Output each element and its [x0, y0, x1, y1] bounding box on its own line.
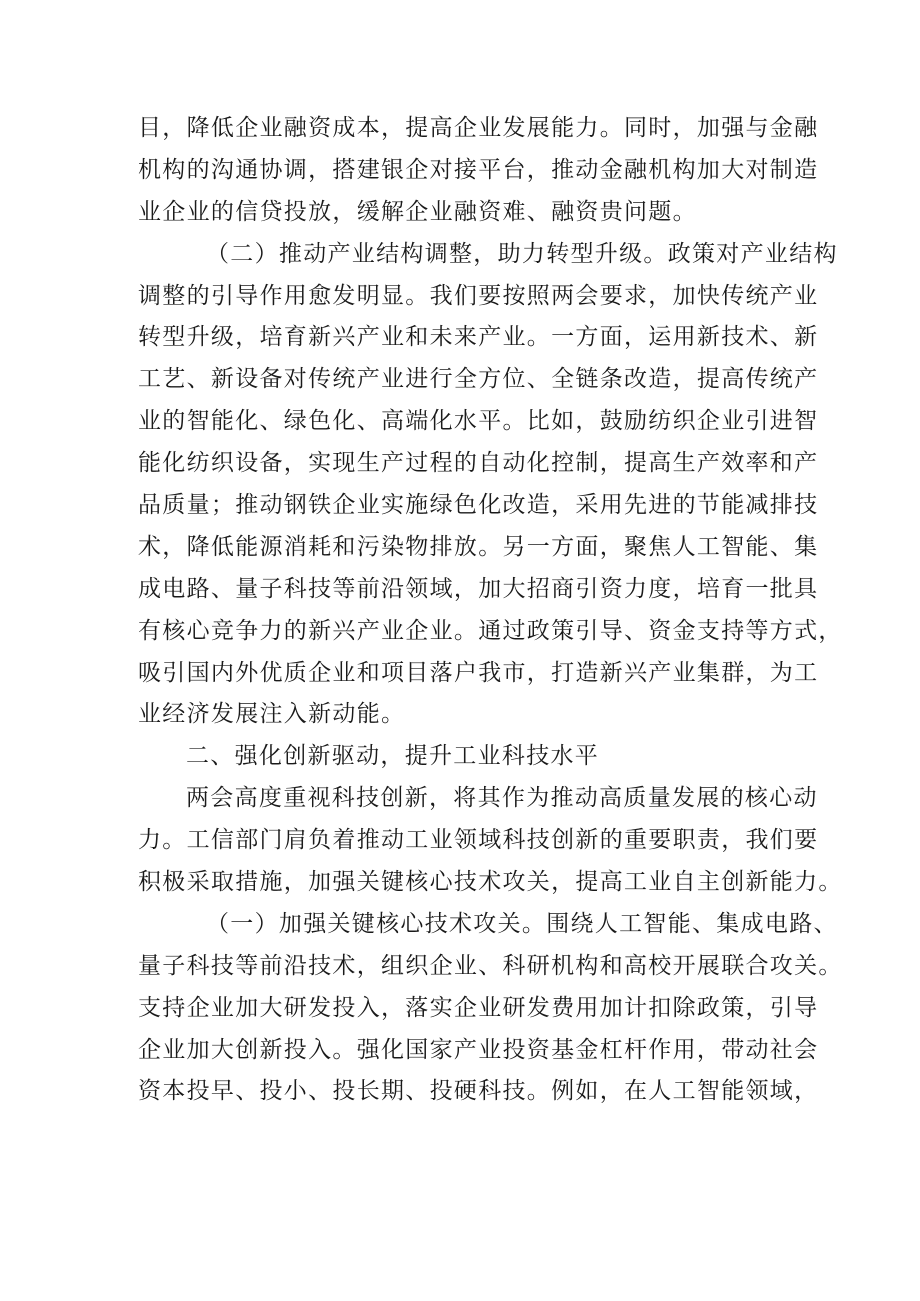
text-line-13: 有核心竞争力的新兴产业企业。通过政策引导、资金支持等方式， — [138, 617, 843, 644]
text-line-6: 转型升级，培育新兴产业和未来产业。一方面，运用新技术、新 — [138, 324, 819, 351]
section-heading: 二、强化创新驱动，提升工业科技水平 — [186, 743, 600, 770]
text-line-24: 资本投早、投小、投长期、投硬科技。例如，在人工智能领域， — [138, 1078, 819, 1105]
text-line-14: 吸引国内外优质企业和项目落户我市，打造新兴产业集群，为工 — [138, 659, 819, 686]
text-line-17: 两会高度重视科技创新，将其作为推动高质量发展的核心动 — [186, 785, 818, 812]
text-line-19: 积极采取措施，加强关键核心技术攻关，提高工业自主创新能力。 — [138, 869, 843, 896]
text-line-20: （一）加强关键核心技术攻关。围绕人工智能、集成电路、 — [206, 910, 838, 937]
text-line-22: 支持企业加大研发投入，落实企业研发费用加计扣除政策，引导 — [138, 994, 819, 1021]
text-line-5: 调整的引导作用愈发明显。我们要按照两会要求，加快传统产业 — [138, 282, 819, 309]
text-line-8: 业的智能化、绿色化、高端化水平。比如，鼓励纺织企业引进智 — [138, 408, 819, 435]
text-line-1: 目，降低企业融资成本，提高企业发展能力。同时，加强与金融 — [138, 115, 819, 141]
text-line-2: 机构的沟通协调，搭建银企对接平台，推动金融机构加大对制造 — [138, 156, 819, 183]
text-line-18: 力。工信部门肩负着推动工业领域科技创新的重要职责，我们要 — [138, 827, 819, 854]
text-line-4: （二）推动产业结构调整，助力转型升级。政策对产业结构 — [206, 240, 838, 267]
text-line-7: 工艺、新设备对传统产业进行全方位、全链条改造，提高传统产 — [138, 366, 819, 393]
text-line-12: 成电路、量子科技等前沿领域，加大招商引资力度，培育一批具 — [138, 575, 819, 602]
text-line-21: 量子科技等前沿技术，组织企业、科研机构和高校开展联合攻关。 — [138, 952, 843, 979]
text-line-3: 业企业的信贷投放，缓解企业融资难、融资贵问题。 — [138, 198, 697, 225]
text-line-9: 能化纺织设备，实现生产过程的自动化控制，提高生产效率和产 — [138, 450, 819, 477]
body-text — [138, 108, 843, 1113]
text-line-23: 企业加大创新投入。强化国家产业投资基金杠杆作用，带动社会 — [138, 1036, 819, 1063]
text-line-15: 业经济发展注入新动能。 — [138, 701, 406, 728]
text-line-11: 术，降低能源消耗和污染物排放。另一方面，聚焦人工智能、集 — [138, 533, 819, 560]
text-line-10: 品质量；推动钢铁企业实施绿色化改造，采用先进的节能减排技 — [138, 492, 819, 519]
